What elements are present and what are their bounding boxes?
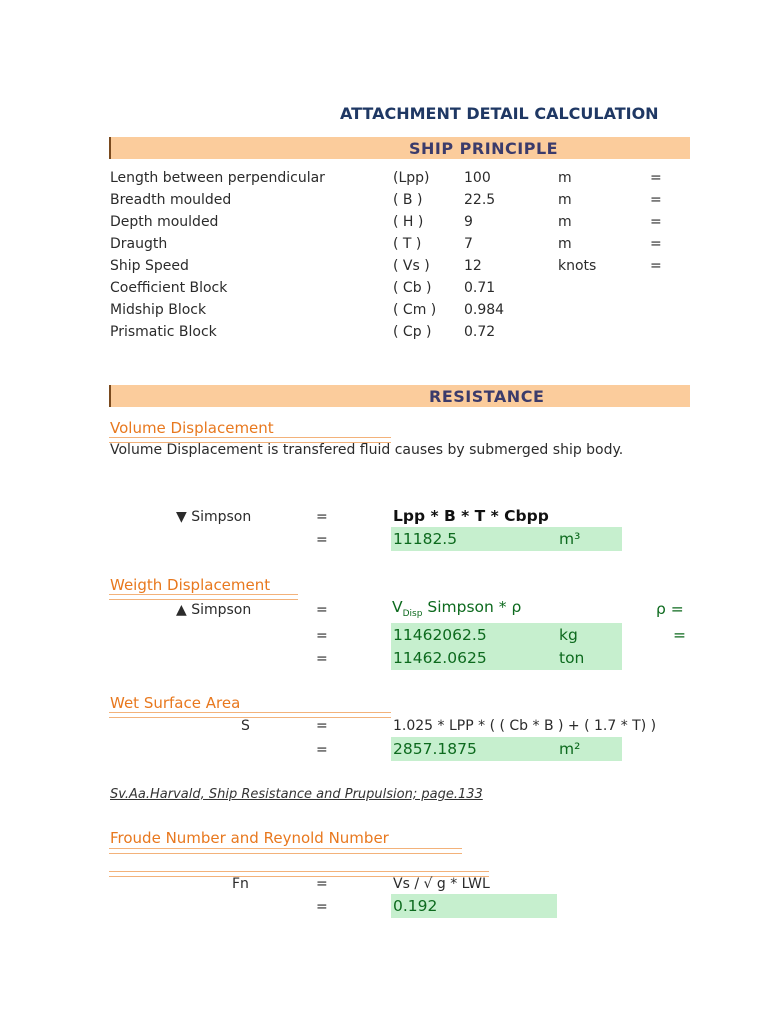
row-value: 0.71 xyxy=(464,280,496,296)
row-symbol: ( Vs ) xyxy=(393,258,430,274)
reference-citation: Sv.Aa.Harvald, Ship Resistance and Prupulsion; page.133 xyxy=(110,787,483,802)
row-symbol: ( Cp ) xyxy=(393,324,432,340)
ship-principle-header: SHIP PRINCIPLE xyxy=(409,139,559,158)
row-value: 0.984 xyxy=(464,302,505,318)
row-symbol: ( Cm ) xyxy=(393,302,437,318)
wet-surface-formula: 1.025 * LPP * ( ( Cb * B ) + ( 1.7 * T) ) xyxy=(393,718,657,734)
volume-description: Volume Displacement is transfered fluid causes by submerged ship body. xyxy=(110,442,624,458)
froude-symbol: Fn xyxy=(232,876,249,892)
row-value: 100 xyxy=(464,170,491,186)
row-label: Prismatic Block xyxy=(110,324,217,340)
row-label: Midship Block xyxy=(110,302,207,318)
wet-surface-heading: Wet Surface Area xyxy=(110,694,241,712)
weight-symbol: ▲ Simpson xyxy=(176,602,252,618)
wet-surface-result: 2857.1875 xyxy=(393,740,477,758)
weight-kg-unit: kg xyxy=(559,626,578,644)
row-value: 12 xyxy=(464,258,482,274)
row-label: Depth moulded xyxy=(110,214,219,230)
volume-unit: m³ xyxy=(559,530,581,548)
weight-formula xyxy=(392,598,521,619)
row-symbol: (Lpp) xyxy=(393,170,430,186)
froude-heading: Froude Number and Reynold Number xyxy=(110,829,389,847)
wet-surface-symbol: S xyxy=(241,718,250,734)
row-equals: = xyxy=(650,258,662,274)
weight-equals: = xyxy=(316,602,328,618)
weight-kg-cell xyxy=(391,623,622,647)
row-label: Ship Speed xyxy=(110,258,189,274)
resistance-header-band xyxy=(109,385,690,407)
document-title: ATTACHMENT DETAIL CALCULATION xyxy=(340,104,659,123)
weight-ton-result: 11462.0625 xyxy=(393,649,487,667)
row-unit: m xyxy=(558,236,572,252)
row-value: 7 xyxy=(464,236,473,252)
row-symbol: ( B ) xyxy=(393,192,423,208)
row-equals: = xyxy=(650,236,662,252)
row-equals: = xyxy=(650,214,662,230)
row-value: 22.5 xyxy=(464,192,496,208)
wet-surface-unit: m² xyxy=(559,740,581,758)
row-equals: = xyxy=(650,192,662,208)
wet-surface-result-cell xyxy=(391,737,622,761)
weight-ton-cell xyxy=(391,646,622,670)
row-symbol: ( H ) xyxy=(393,214,424,230)
row-label: Length between perpendicular xyxy=(110,170,325,186)
row-label: Draugth xyxy=(110,236,168,252)
row-unit: m xyxy=(558,214,572,230)
ship-principle-header-band xyxy=(109,137,690,159)
row-symbol: ( Cb ) xyxy=(393,280,432,296)
row-value: 9 xyxy=(464,214,473,230)
weight-formula-subscript: Disp xyxy=(402,609,423,619)
weight-displacement-heading: Weigth Displacement xyxy=(110,576,271,594)
weight-formula-v: V xyxy=(392,598,403,616)
wet-surface-equals: = xyxy=(316,718,328,734)
volume-equals: = xyxy=(316,509,328,525)
weight-right-equals: = xyxy=(673,626,686,644)
volume-symbol: ▼ Simpson xyxy=(176,509,252,525)
row-value: 0.72 xyxy=(464,324,496,340)
weight-kg-result: 11462062.5 xyxy=(393,626,487,644)
resistance-header: RESISTANCE xyxy=(429,387,545,406)
row-symbol: ( T ) xyxy=(393,236,422,252)
row-unit: m xyxy=(558,192,572,208)
volume-displacement-heading: Volume Displacement xyxy=(110,419,274,437)
volume-result: 11182.5 xyxy=(393,530,458,548)
weight-ton-unit: ton xyxy=(559,649,585,667)
volume-result-equals: = xyxy=(316,532,328,548)
row-label: Coefficient Block xyxy=(110,280,228,296)
row-label: Breadth moulded xyxy=(110,192,232,208)
volume-result-cell xyxy=(391,527,622,551)
weight-heading-underline xyxy=(109,594,298,600)
weight-ton-equals: = xyxy=(316,651,328,667)
row-equals: = xyxy=(650,170,662,186)
froude-result-cell xyxy=(391,894,557,918)
froude-result-equals: = xyxy=(316,899,328,915)
wet-surface-result-equals: = xyxy=(316,742,328,758)
rho-label: ρ = xyxy=(656,600,684,618)
row-unit: m xyxy=(558,170,572,186)
weight-formula-rest: Simpson * ρ xyxy=(422,598,522,616)
weight-kg-equals: = xyxy=(316,628,328,644)
volume-formula: Lpp * B * T * Cbpp xyxy=(393,507,549,525)
row-unit: knots xyxy=(558,258,597,274)
froude-heading-underline xyxy=(109,848,462,854)
froude-result: 0.192 xyxy=(393,897,438,915)
froude-formula: Vs / √ g * LWL xyxy=(393,876,490,892)
wet-surface-heading-underline xyxy=(109,712,391,718)
froude-equals: = xyxy=(316,876,328,892)
